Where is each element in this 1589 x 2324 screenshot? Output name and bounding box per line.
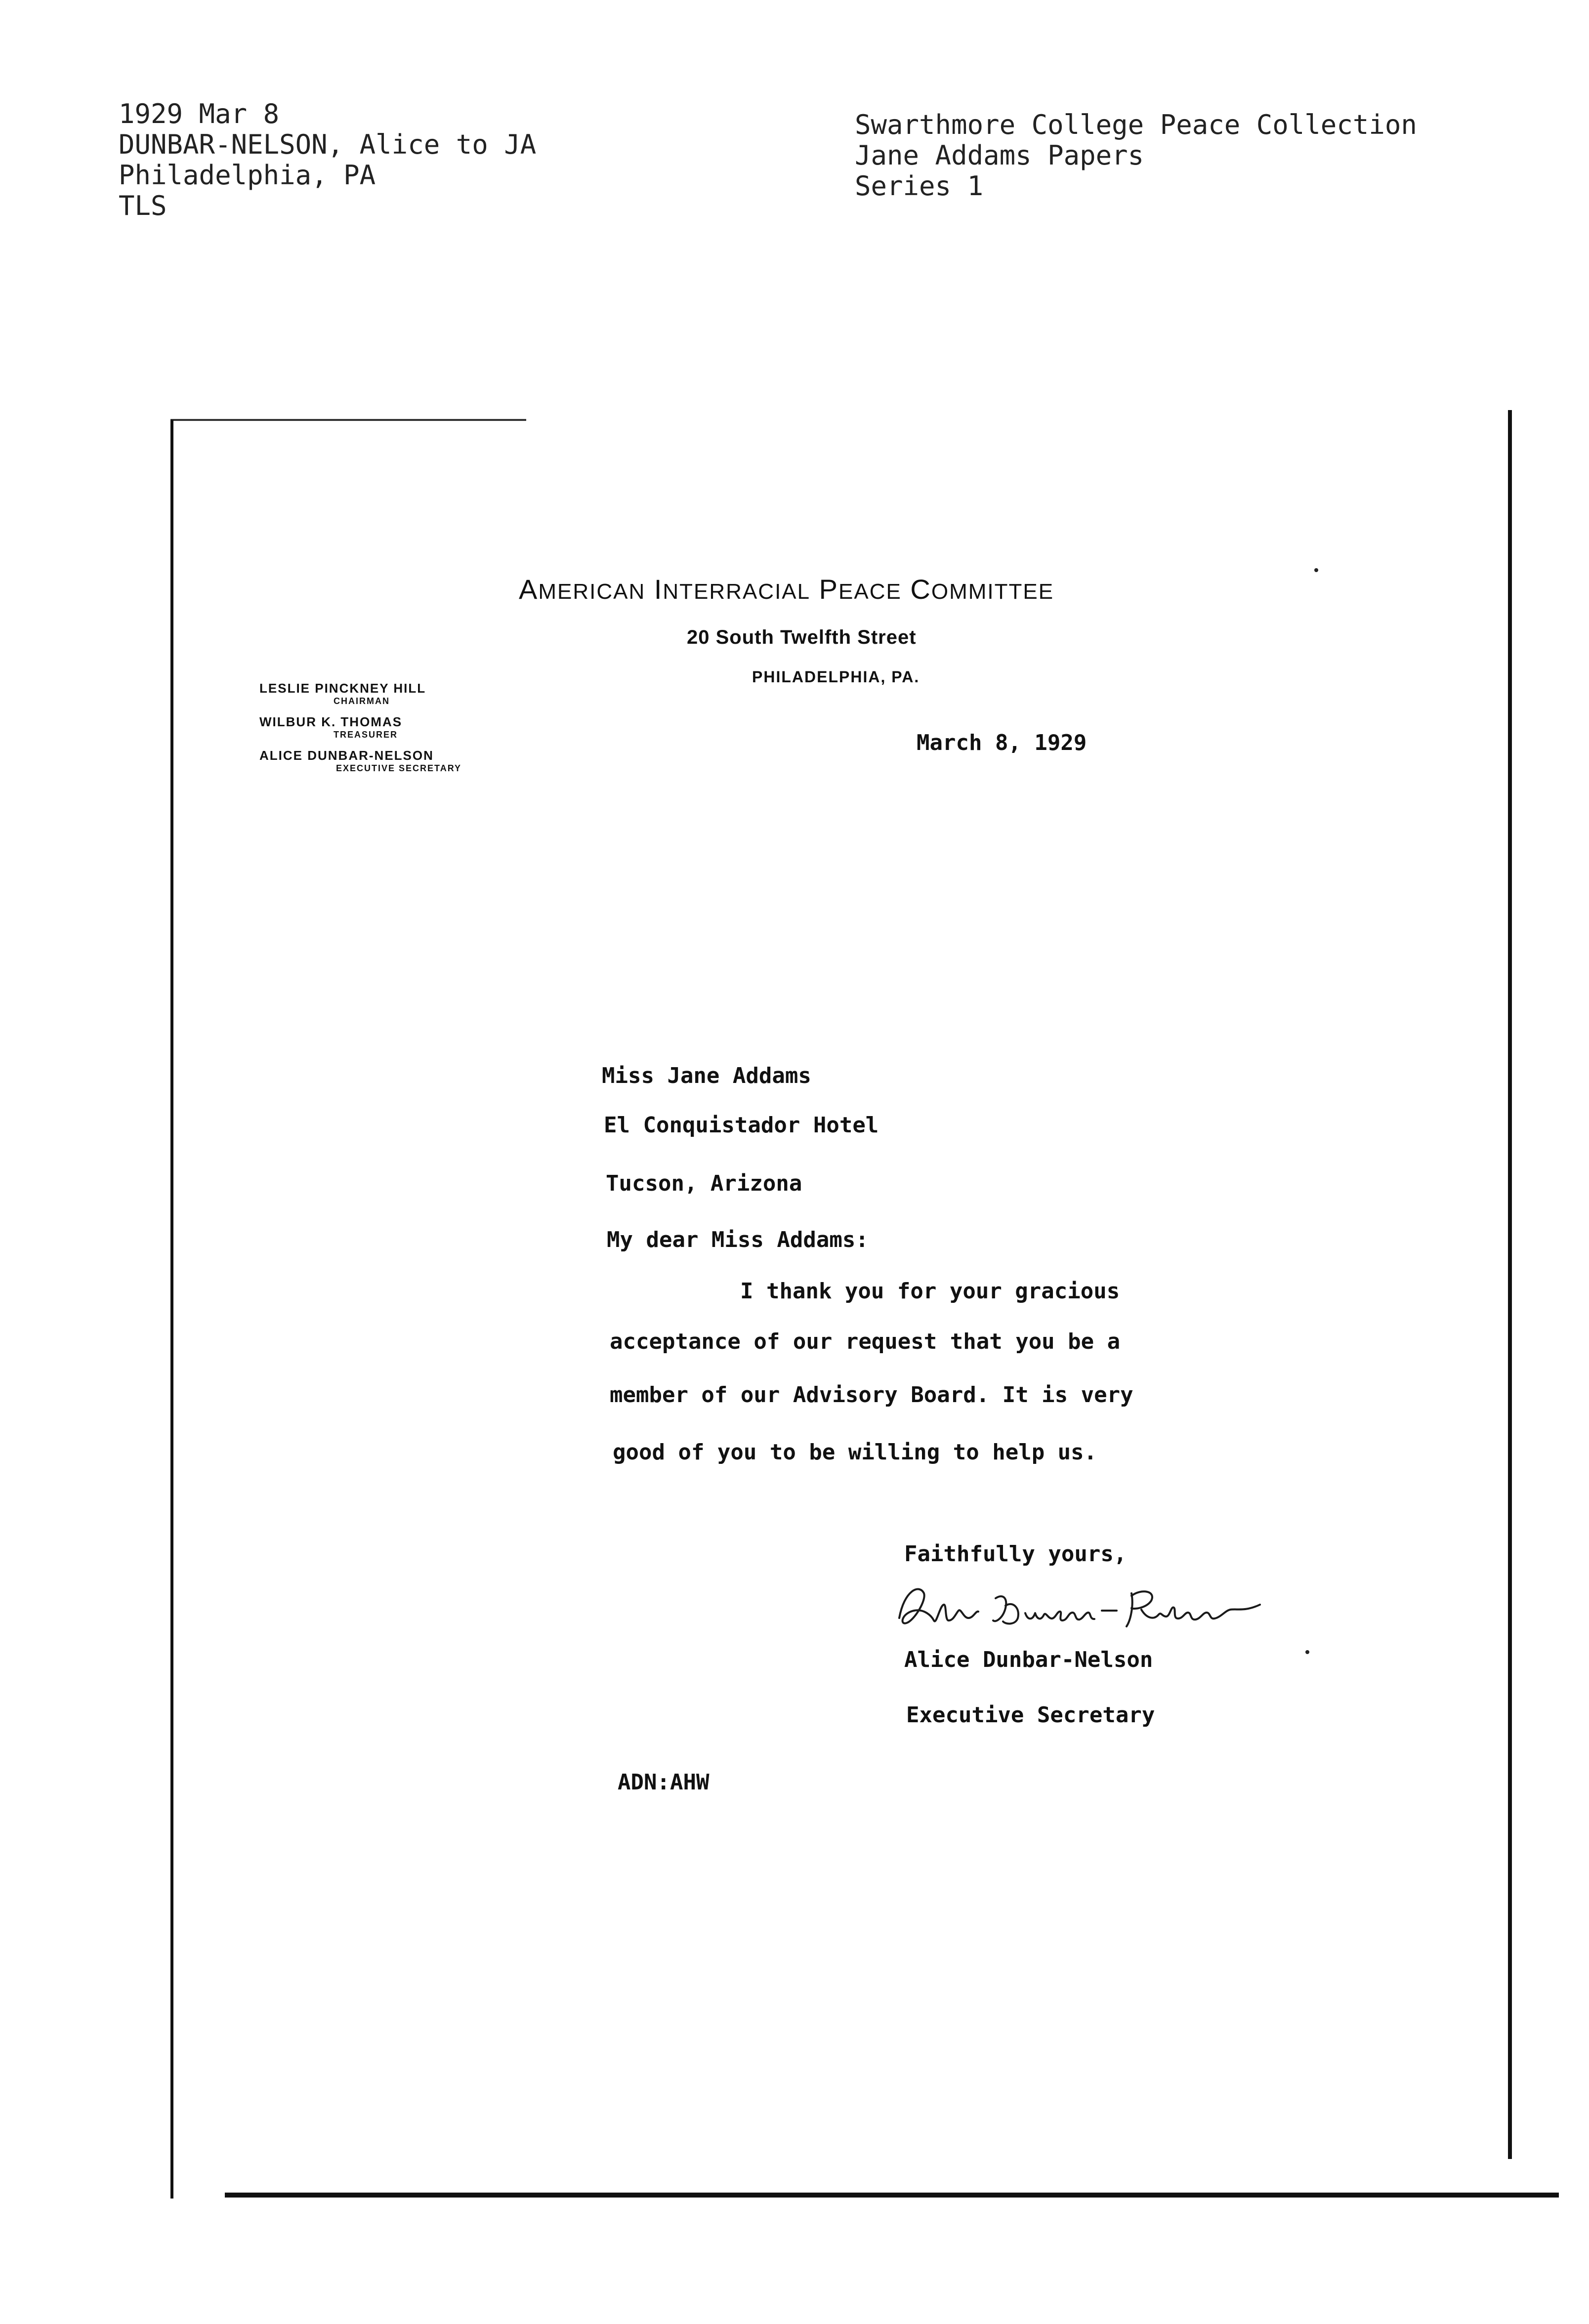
scan-speck (1314, 568, 1318, 572)
recipient-hotel: El Conquistador Hotel (604, 1113, 879, 1138)
letterhead-initial: C (910, 574, 931, 605)
letter-edge-top (170, 419, 526, 421)
archive-collection: Swarthmore College Peace Collection (855, 109, 1417, 140)
body-line: good of you to be willing to help us. (613, 1440, 1097, 1465)
officer-title: TREASURER (334, 730, 398, 740)
body-line: member of our Advisory Board. It is very (610, 1382, 1133, 1408)
handwritten-signature (884, 1571, 1280, 1640)
officers-list (259, 681, 461, 782)
letterhead-initial: I (654, 574, 663, 605)
body-line: I thank you for your gracious (740, 1279, 1120, 1304)
salutation: My dear Miss Addams: (607, 1227, 869, 1252)
signer-name: Alice Dunbar-Nelson (904, 1647, 1153, 1672)
letter-date: March 8, 1929 (917, 730, 1087, 755)
archive-metadata-right (855, 110, 1417, 202)
letter-edge-left (170, 420, 173, 2199)
officer-name: ALICE DUNBAR-NELSON (259, 748, 434, 763)
letterhead-street: 20 South Twelfth Street (687, 626, 917, 648)
letterhead-word: MERICAN (538, 580, 646, 604)
closing: Faithfully yours, (904, 1541, 1127, 1567)
officer-title: EXECUTIVE SECRETARY (336, 763, 462, 773)
letterhead-initial: P (819, 574, 839, 605)
body-line: acceptance of our request that you be a (610, 1329, 1121, 1354)
letter-edge-bottom (225, 2193, 1559, 2198)
letterhead-city: PHILADELPHIA, PA. (752, 668, 920, 686)
archive-series: Series 1 (855, 170, 984, 202)
archive-correspondents: DUNBAR-NELSON, Alice to JA (119, 129, 537, 160)
archive-doc-type: TLS (119, 190, 167, 221)
scan-speck (1305, 1650, 1309, 1654)
recipient-city: Tucson, Arizona (606, 1171, 802, 1196)
archive-metadata-left (119, 99, 536, 221)
letterhead-initial: A (519, 574, 539, 605)
letterhead-word: NTERRACIAL (663, 580, 811, 604)
letterhead-word: EACE (838, 580, 902, 604)
signer-title: Executive Secretary (906, 1702, 1155, 1728)
letter-edge-right (1508, 410, 1512, 2159)
letterhead-word: OMMITTEE (931, 580, 1054, 604)
officer-title: CHAIRMAN (334, 696, 390, 706)
reference-initials: ADN:AHW (618, 1770, 710, 1795)
officer-name: WILBUR K. THOMAS (259, 714, 403, 729)
recipient-name: Miss Jane Addams (602, 1063, 811, 1088)
archive-papers: Jane Addams Papers (855, 140, 1144, 171)
letterhead-title (519, 573, 1054, 605)
archive-place: Philadelphia, PA (119, 160, 376, 191)
archive-date: 1929 Mar 8 (119, 98, 280, 129)
officer-name: LESLIE PINCKNEY HILL (259, 681, 426, 696)
